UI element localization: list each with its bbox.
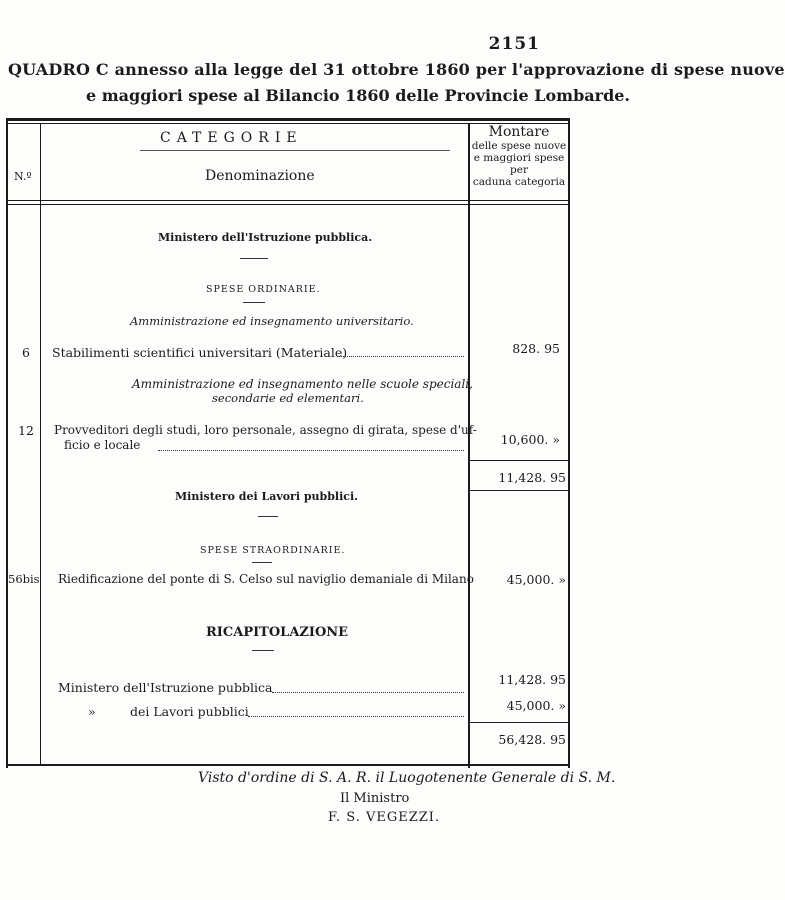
istruzione-row-2-number: 12 xyxy=(18,423,34,438)
header-categorie: CATEGORIE xyxy=(160,130,303,146)
header-bottom-rule xyxy=(6,200,568,201)
lavori-row-number: 56bis xyxy=(8,572,40,586)
ricapitolazione-heading: RICAPITOLAZIONE xyxy=(206,625,349,640)
istruzione-row-2-leader xyxy=(158,450,464,451)
istruzione-heading-rule xyxy=(240,258,268,259)
lavori-heading: Ministero dei Lavori pubblici. xyxy=(175,490,358,503)
istruzione-heading: Ministero dell'Istruzione pubblica. xyxy=(158,231,373,244)
ricap-item-2-label: dei Lavori pubblici xyxy=(130,704,249,719)
ricap-item-2-prefix: » xyxy=(88,704,96,719)
title-line-2: e maggiori spese al Bilancio 1860 delle Provincie Lombarde. xyxy=(86,86,630,105)
left-border xyxy=(6,118,8,768)
header-montare-sub1: delle spese nuove xyxy=(471,140,567,152)
header-montare-sub4: caduna categoria xyxy=(472,176,566,188)
table-bottom-rule xyxy=(6,764,570,766)
istruzione-row-1-leader xyxy=(337,356,464,357)
right-border xyxy=(568,118,570,768)
ricap-item-1-leader xyxy=(272,692,464,693)
header-bottom-rule-2 xyxy=(6,204,568,205)
header-montare-block xyxy=(470,124,568,188)
spese-straordinarie-rule xyxy=(252,562,272,563)
istruzione-subheading-2-line-2: secondarie ed elementari. xyxy=(212,391,364,405)
header-denominazione: Denominazione xyxy=(205,168,315,184)
spese-ordinarie-rule xyxy=(243,302,265,303)
grand-total: 56,428. 95 xyxy=(498,732,566,747)
header-montare: Montare xyxy=(488,124,550,140)
istruzione-row-2-amount: 10,600. » xyxy=(500,432,560,447)
header-numero: N.º xyxy=(14,170,32,183)
page-number: 2151 xyxy=(488,34,540,54)
header-montare-sub3: per xyxy=(510,164,528,176)
grand-total-rule xyxy=(470,722,568,723)
istruzione-subheading-2-line-1: Amministrazione ed insegnamento nelle scuole speciali, xyxy=(132,377,473,391)
table-top-rule-thick xyxy=(6,118,568,121)
signature-line-1: Visto d'ordine di S. A. R. il Luogotenente Generale di S. M. xyxy=(198,770,616,786)
lavori-spese-straordinarie: SPESE STRAORDINARIE. xyxy=(200,545,346,556)
istruzione-row-1-text: Stabilimenti scientifici universitari (Materiale) xyxy=(52,345,348,360)
ricap-item-2-amount: 45,000. » xyxy=(506,698,566,713)
istruzione-total-rule xyxy=(470,490,568,491)
ricap-item-1-amount: 11,428. 95 xyxy=(498,672,566,687)
istruzione-subheading-1: Amministrazione ed insegnamento universitario. xyxy=(130,314,414,328)
ricap-item-2-leader xyxy=(248,716,464,717)
header-montare-sub2: e maggiori spese xyxy=(473,152,565,164)
title-line-1: QUADRO C annesso alla legge del 31 ottobre 1860 per l'approvazione di spese nuove xyxy=(8,60,785,79)
istruzione-subtotal-rule xyxy=(470,460,568,461)
number-column-divider xyxy=(40,124,41,764)
ricap-item-1-label: Ministero dell'Istruzione pubblica xyxy=(58,680,273,695)
amount-column-divider xyxy=(468,124,470,768)
istruzione-row-1-number: 6 xyxy=(22,345,30,360)
signature-line-2: Il Ministro xyxy=(340,791,410,806)
istruzione-row-2-text-line-1: Provveditori degli studi, loro personale, assegno di girata, spese d'uf- xyxy=(54,423,477,437)
header-wavy-rule xyxy=(140,150,450,151)
istruzione-row-1-amount: 828. 95 xyxy=(512,341,560,356)
lavori-row-text: Riedificazione del ponte di S. Celso sul naviglio demaniale di Milano xyxy=(58,572,474,586)
istruzione-total: 11,428. 95 xyxy=(498,470,566,485)
istruzione-row-2-text-line-2: ficio e locale xyxy=(64,438,141,452)
signature-line-3: F. S. VEGEZZI. xyxy=(328,810,441,825)
lavori-row-amount: 45,000. » xyxy=(506,572,566,587)
istruzione-spese-ordinarie: SPESE ORDINARIE. xyxy=(206,284,321,295)
ricapitolazione-heading-rule xyxy=(252,650,274,651)
lavori-heading-rule xyxy=(258,516,278,517)
